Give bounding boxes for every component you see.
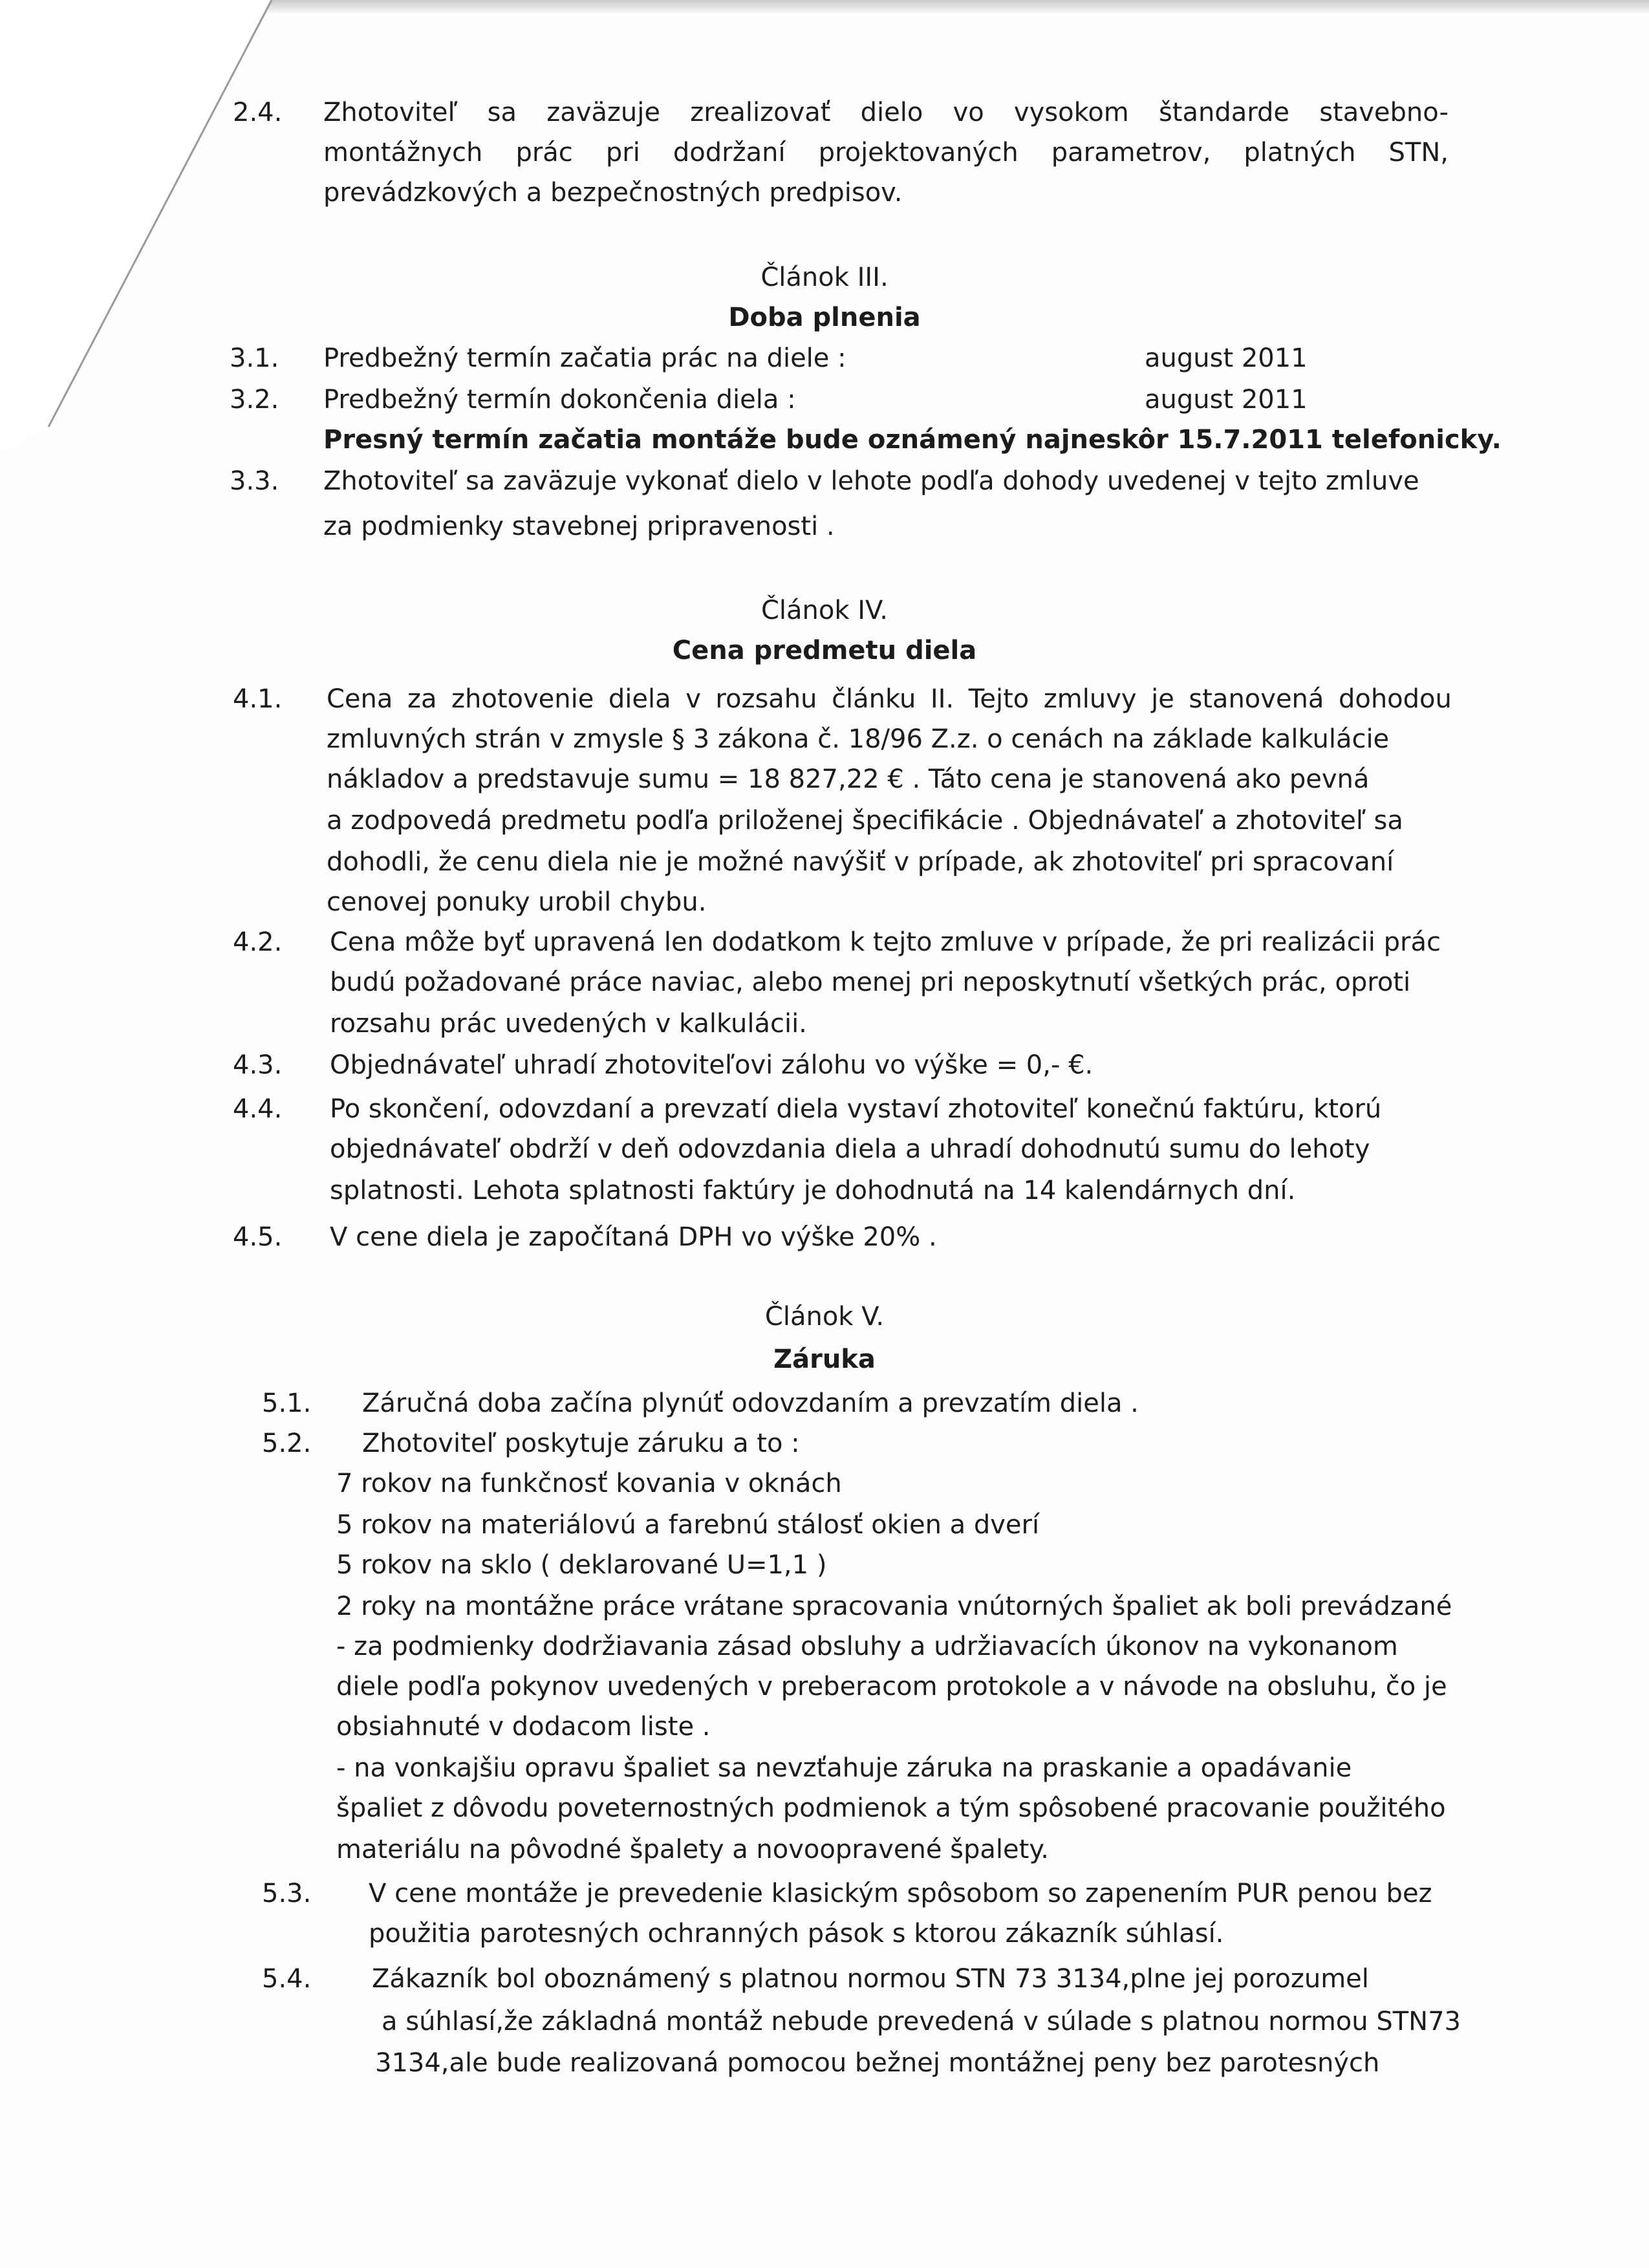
paragraph-line: Zhotoviteľ sa zaväzuje zrealizovať dielo vo vysokom štandarde stavebno-: [323, 98, 1449, 127]
paragraph-line: a súhlasí,že základná montáž nebude prevedená v súlade s platnou normou STN73: [382, 2007, 1461, 2036]
paragraph-line: obsiahnuté v dodacom liste .: [336, 1712, 711, 1742]
paragraph-line: zmluvných strán v zmysle § 3 zákona č. 18/96 Z.z. o cenách na základe kalkulácie: [327, 724, 1390, 754]
item-number: 5.1.: [262, 1388, 312, 1418]
item-text: Predbežný termín dokončenia diela :: [323, 385, 796, 415]
paragraph-line: Po skončení, odovzdaní a prevzatí diela vystaví zhotoviteľ konečnú faktúru, ktorú: [330, 1094, 1382, 1124]
paragraph-line: Cena môže byť upravená len dodatkom k tejto zmluve v prípade, že pri realizácii prác: [330, 927, 1441, 957]
date-value: august 2011: [1145, 385, 1308, 415]
warranty-line: 2 roky na montážne práce vrátane spracovania vnútorných špaliet ak boli prevádzané: [336, 1592, 1452, 1621]
paragraph-line: dohodli, že cenu diela nie je možné navýšiť v prípade, ak zhotoviteľ pri spracovaní: [327, 847, 1394, 877]
item-number: 5.4.: [262, 1964, 312, 1994]
item-number: 5.3.: [262, 1879, 312, 1908]
notice-text: Presný termín začatia montáže bude oznámený najneskôr 15.7.2011 telefonicky.: [323, 425, 1502, 455]
item-number: 4.5.: [233, 1222, 283, 1252]
article-heading: Článok V.: [764, 1302, 885, 1332]
paragraph-line: V cene montáže je prevedenie klasickým spôsobom so zapenením PUR penou bez: [369, 1879, 1432, 1908]
paragraph-line: objednávateľ obdrží v deň odovzdania diela a uhradí dohodnutú sumu do lehoty: [330, 1134, 1370, 1164]
warranty-line: 5 rokov na materiálovú a farebnú stálosť okien a dverí: [336, 1510, 1040, 1540]
article-heading: Článok III.: [760, 263, 889, 292]
paragraph-line: montážnych prác pri dodržaní projektovaných parametrov, platných STN,: [323, 138, 1449, 167]
paragraph-line: - na vonkajšiu opravu špaliet sa nevzťahuje záruka na praskanie a opadávanie: [336, 1753, 1352, 1783]
article-title: Doba plnenia: [728, 303, 921, 332]
paragraph-line: - za podmienky dodržiavania zásad obsluhy a udržiavacích úkonov na vykonanom: [336, 1632, 1398, 1661]
warranty-line: 5 rokov na sklo ( deklarované U=1,1 ): [336, 1550, 827, 1580]
item-text: Objednávateľ uhradí zhotoviteľovi zálohu vo výške = 0,- €.: [330, 1050, 1094, 1080]
item-text: Záručná doba začína plynúť odovzdaním a prevzatím diela .: [362, 1388, 1139, 1418]
article-title: Záruka: [773, 1345, 876, 1374]
paragraph-line: budú požadované práce naviac, alebo menej pri neposkytnutí všetkých prác, oproti: [330, 967, 1411, 997]
item-number: 5.2.: [262, 1429, 312, 1458]
item-number: 3.3.: [230, 466, 279, 496]
paragraph-line: splatnosti. Lehota splatnosti faktúry je dohodnutá na 14 kalendárnych dní.: [330, 1176, 1296, 1205]
paragraph-line: cenovej ponuky urobil chybu.: [327, 887, 707, 917]
paragraph-line: špaliet z dôvodu poveternostných podmienok a tým spôsobené pracovanie použitého: [336, 1793, 1446, 1823]
article-heading: Článok IV.: [761, 596, 888, 625]
paragraph-line: nákladov a predstavuje sumu = 18 827,22 € . Táto cena je stanovená ako pevná: [327, 764, 1370, 794]
article-title: Cena predmetu diela: [672, 636, 977, 665]
item-number: 3.2.: [230, 385, 279, 415]
paragraph-line: 3134,ale bude realizovaná pomocou bežnej montážnej peny bez parotesných: [375, 2048, 1380, 2078]
paragraph-line: Cena za zhotovenie diela v rozsahu článku II. Tejto zmluvy je stanovená dohodou: [327, 684, 1452, 714]
item-number: 4.1.: [233, 684, 283, 714]
paragraph-line: použitia parotesných ochranných pások s ktorou zákazník súhlasí.: [369, 1919, 1224, 1949]
item-number: 4.4.: [233, 1094, 283, 1124]
paragraph-line: prevádzkových a bezpečnostných predpisov.: [323, 178, 903, 208]
item-text: V cene diela je započítaná DPH vo výške 20% .: [330, 1222, 937, 1252]
paragraph-line: Zákazník bol oboznámený s platnou normou STN 73 3134,plne jej porozumel: [372, 1964, 1369, 1994]
paragraph-line: materiálu na pôvodné špalety a novoopravené špalety.: [336, 1835, 1050, 1864]
item-text: Predbežný termín začatia prác na diele :: [323, 343, 846, 373]
paragraph-line: Zhotoviteľ sa zaväzuje vykonať dielo v lehote podľa dohody uvedenej v tejto zmluve: [323, 466, 1419, 496]
paragraph-line: a zodpovedá predmetu podľa priloženej špecifikácie . Objednávateľ a zhotoviteľ sa: [327, 806, 1403, 836]
item-number: 2.4.: [233, 98, 283, 127]
paragraph-line: rozsahu prác uvedených v kalkulácii.: [330, 1009, 807, 1039]
date-value: august 2011: [1145, 343, 1308, 373]
item-number: 4.3.: [233, 1050, 283, 1080]
warranty-line: 7 rokov na funkčnosť kovania v oknách: [336, 1469, 842, 1498]
paragraph-line: za podmienky stavebnej pripravenosti .: [323, 512, 835, 541]
item-number: 3.1.: [230, 343, 279, 373]
item-number: 4.2.: [233, 927, 283, 957]
paragraph-line: Zhotoviteľ poskytuje záruku a to :: [362, 1429, 800, 1458]
paragraph-line: diele podľa pokynov uvedených v preberacom protokole a v návode na obsluhu, čo je: [336, 1672, 1447, 1701]
